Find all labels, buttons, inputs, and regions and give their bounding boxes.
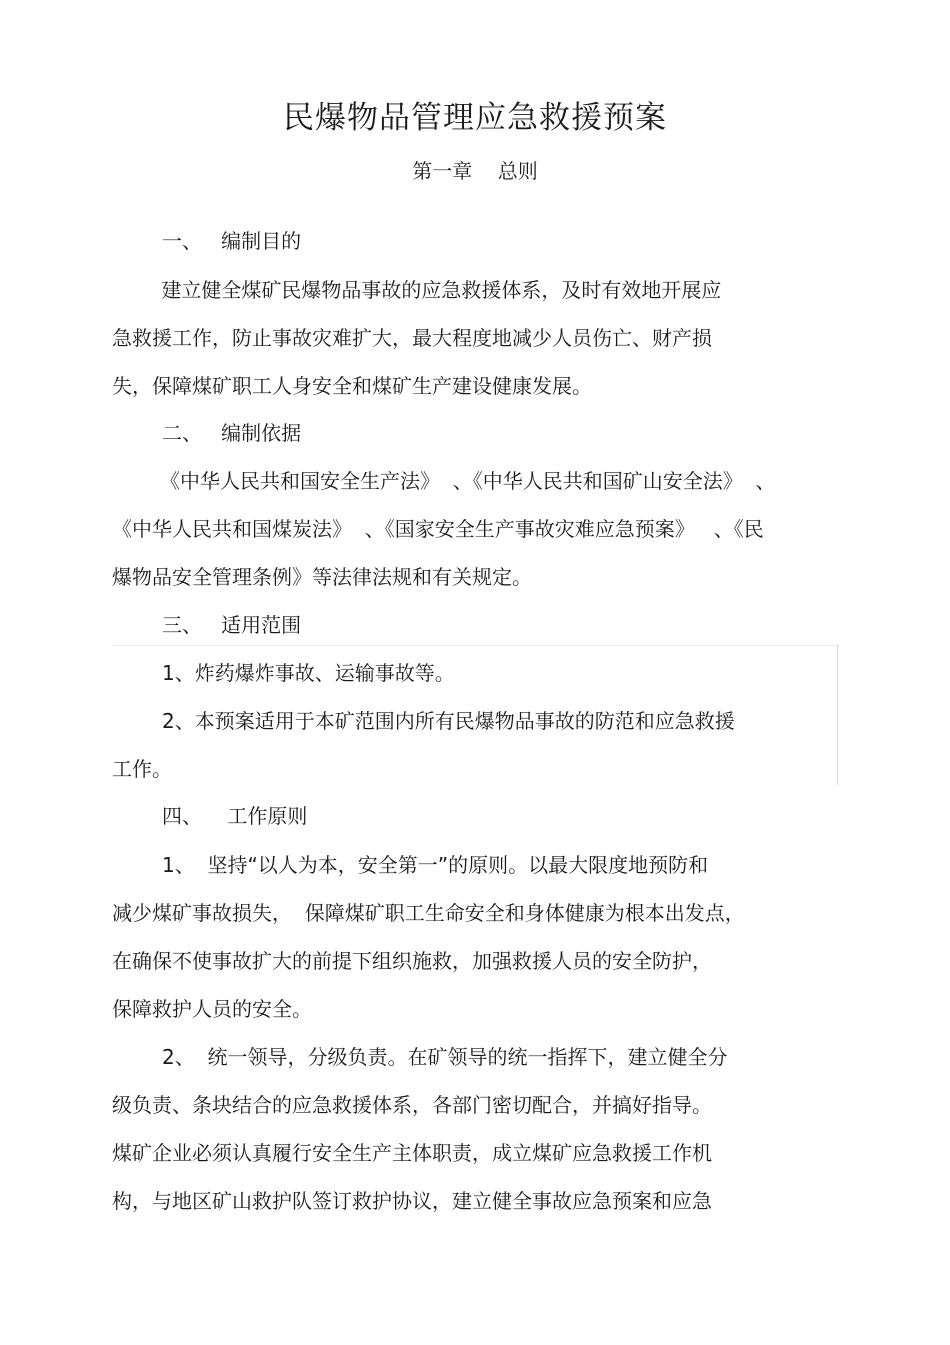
paragraph-line: 减少煤矿事故损失， 保障煤矿职工生命安全和身体健康为根本出发点，: [112, 901, 745, 925]
scope-box-border-top: [112, 645, 837, 646]
paragraph-line: 工作。: [112, 757, 172, 781]
paragraph-line: 煤矿企业必须认真履行安全生产主体职责，成立煤矿应急救援工作机: [112, 1141, 712, 1165]
paragraph-line: 急救援工作，防止事故灾难扩大，最大程度地减少人员伤亡、财产损: [112, 326, 712, 350]
paragraph-line: 《中华人民共和国安全生产法》 、《中华人民共和国矿山安全法》 、: [160, 469, 776, 493]
paragraph-line: 级负责、条块结合的应急救援体系，各部门密切配合，并搞好指导。: [112, 1093, 712, 1117]
scope-box-border-right: [837, 645, 838, 785]
paragraph-line: 1、 坚持“以人为本，安全第一”的原则。以最大限度地预防和: [162, 853, 709, 877]
section-heading-principles: 四、 工作原则: [162, 804, 308, 828]
section-heading-purpose: 一、 编制目的: [162, 229, 302, 253]
paragraph-line: 2、 统一领导，分级负责。在矿领导的统一指挥下，建立健全分: [162, 1045, 728, 1069]
paragraph-line: 1、炸药爆炸事故、运输事故等。: [162, 661, 455, 685]
section-heading-scope: 三、 适用范围: [162, 613, 302, 637]
section-heading-basis: 二、 编制依据: [162, 421, 302, 445]
paragraph-line: 构，与地区矿山救护队签订救护协议，建立健全事故应急预案和应急: [112, 1189, 712, 1213]
paragraph-line: 爆物品安全管理条例》等法律法规和有关规定。: [112, 565, 532, 589]
paragraph-line: 2、本预案适用于本矿范围内所有民爆物品事故的防范和应急救援: [162, 709, 735, 733]
document-title: 民爆物品管理应急救援预案: [283, 100, 667, 136]
paragraph-line: 保障救护人员的安全。: [112, 997, 312, 1021]
paragraph-line: 失，保障煤矿职工人身安全和煤矿生产建设健康发展。: [112, 374, 592, 398]
paragraph-line: 建立健全煤矿民爆物品事故的应急救援体系，及时有效地开展应: [155, 278, 722, 302]
paragraph-line: 在确保不使事故扩大的前提下组织施救，加强救援人员的安全防护，: [112, 949, 712, 973]
paragraph-line: 《中华人民共和国煤炭法》 、《国家安全生产事故灾难应急预案》 、《民: [112, 517, 764, 541]
chapter-heading: 第一章 总则: [412, 159, 538, 183]
